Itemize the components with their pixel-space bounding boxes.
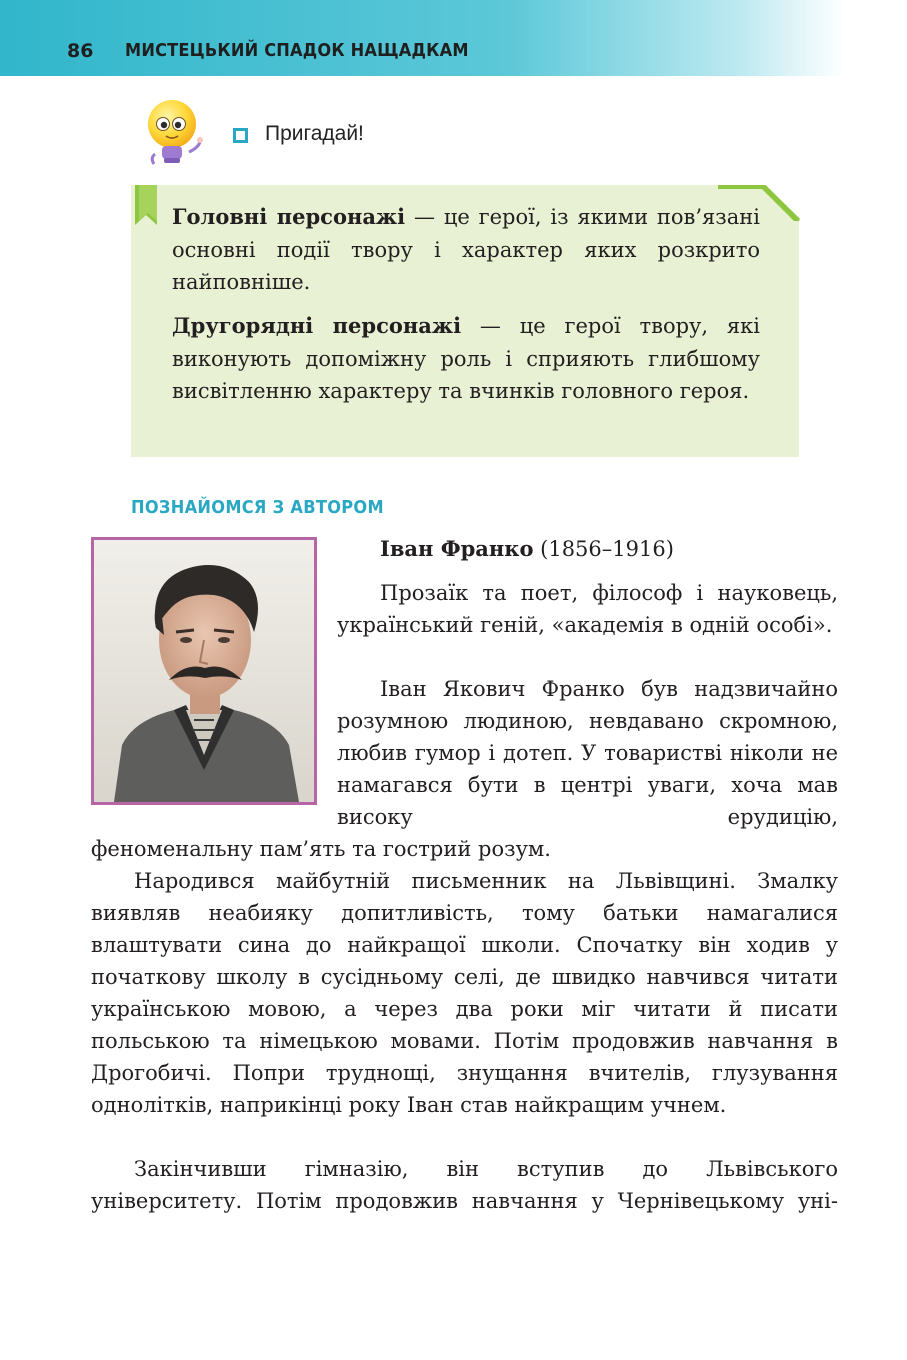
paragraph-university: Закінчивши гімназію, він вступив до Львівського університету. Потім продовжив навчання у Чернівецькому уні- [91,1157,838,1213]
definition-secondary-characters [172,310,760,408]
section-title: ПОЗНАЙОМСЯ З АВТОРОМ [131,497,384,518]
definition-main-characters [172,201,760,299]
remember-label: Пригадай! [265,122,364,145]
author-name-bold: Іван Франко [380,536,534,561]
page-header-band [0,0,845,76]
paragraph-intro: Прозаїк та поет, філософ і науковець, український геній, «академія в одній особі». [337,581,838,637]
bullet-square-icon [233,128,248,143]
paragraph-character: Іван Якович Франко був надзвичайно розумною людиною, невдавано скромною, любив гумор і дотеп. У товаристві ніколи не намагався бути в центрі уваги, хоча мав високу ерудицію, [337,677,838,829]
page-number: 86 [67,40,94,62]
author-portrait-photo [91,537,317,805]
definition-text: — це герої, із якими пов’язані основні події твору і характер яких розкрито найповніше. [172,205,760,294]
definition-term: Головні персонажі [172,204,406,229]
paragraph-childhood: Народився майбутній письменник на Львівщині. Змалку виявляв неабияку допитливість, тому батьки намагалися влаштувати сина до найкращої школи. Спочатку він ходив у початкову школу в сусідньому селі, де швидко навчився читати українською мовою, а через два роки міг читати й писати польською та німецькою мовами. Потім продовжив навчання в Дрогобичі. Попри труднощі, знущання вчителів, глузування однолітків, наприкінці року Іван став найкращим учнем. [91,869,838,1117]
bookmark-ribbon-icon [135,185,157,225]
paragraph-character-continued: феноменальну пам’ять та гострий розум. [91,837,551,861]
definition-term: Другорядні персонажі [172,313,462,338]
definition-text: — це герої твору, які виконують допоміжну роль і сприяють глибшому висвітленню характеру та вчинків головного героя. [172,314,760,403]
lightbulb-mascot-icon [142,96,206,176]
author-years: (1856–1916) [533,537,674,561]
author-name [380,535,674,563]
running-title: МИСТЕЦЬКИЙ СПАДОК НАЩАДКАМ [125,40,469,61]
